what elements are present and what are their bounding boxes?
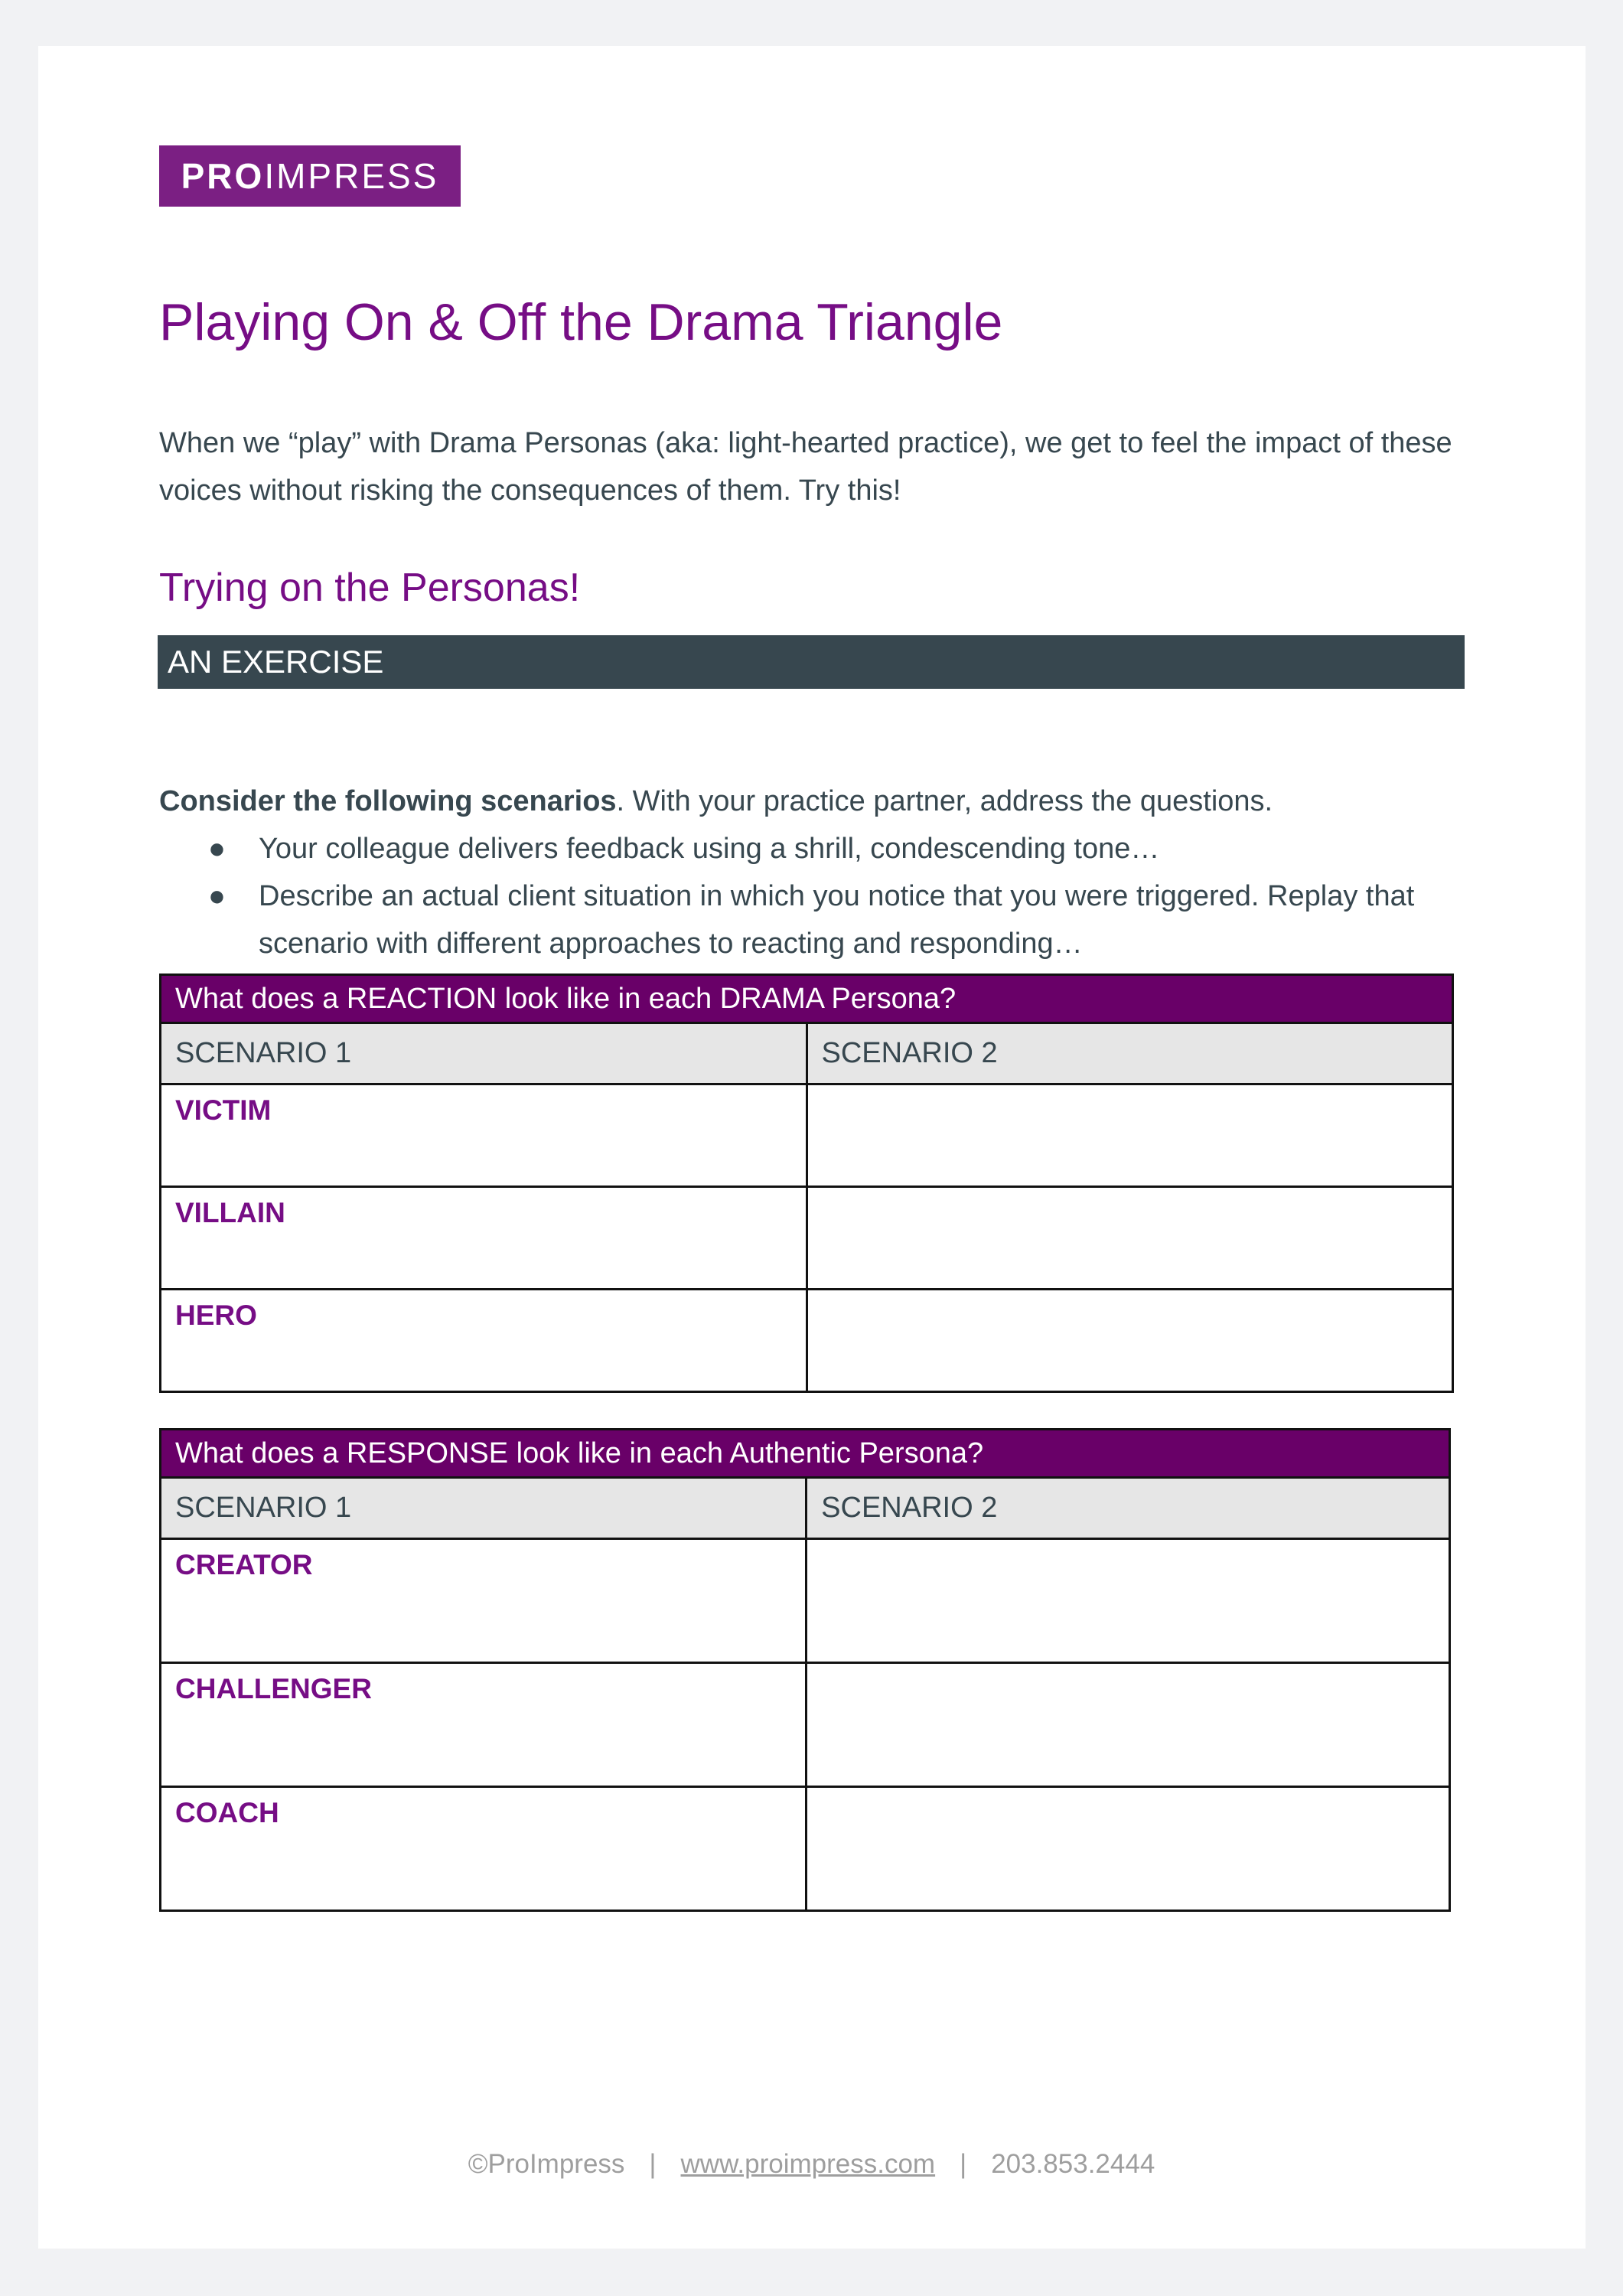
reaction-table-header: What does a REACTION look like in each DRAMA Persona? [161,975,1453,1023]
logo-bold-text: PRO [181,156,265,196]
page-footer [0,2149,1623,2180]
footer-copyright: ©ProImpress [468,2149,625,2179]
exercise-band: AN EXERCISE [158,635,1465,689]
role-victim-cell[interactable]: VICTIM [161,1084,807,1187]
list-item [159,825,1491,872]
document-page [38,46,1586,2249]
challenger-scenario-2-cell[interactable] [807,1663,1450,1787]
section-subtitle: Trying on the Personas! [159,566,581,610]
instructions-lead [159,778,1273,825]
creator-scenario-2-cell[interactable] [807,1539,1450,1663]
response-scenario-1-heading: SCENARIO 1 [161,1478,807,1539]
hero-scenario-2-cell[interactable] [807,1290,1453,1392]
proimpress-logo [159,145,461,207]
reaction-scenario-2-heading: SCENARIO 2 [807,1023,1453,1084]
victim-scenario-2-cell[interactable] [807,1084,1453,1187]
reaction-scenario-1-heading: SCENARIO 1 [161,1023,807,1084]
bullet-icon: ● [208,880,226,912]
reaction-table [159,974,1454,1393]
bullet-icon: ● [208,833,226,865]
table-row [161,1663,1450,1787]
role-coach-cell[interactable]: COACH [161,1787,807,1911]
page-title: Playing On & Off the Drama Triangle [159,293,1003,351]
table-row [161,1187,1453,1290]
footer-separator: | [649,2149,657,2179]
table-row [161,1084,1453,1187]
footer-website-link[interactable]: www.proimpress.com [680,2149,936,2179]
role-hero-cell[interactable]: HERO [161,1290,807,1392]
instructions-lead-rest: . With your practice partner, address the questions. [616,785,1273,817]
table-row [161,1787,1450,1911]
footer-separator: | [960,2149,967,2179]
instructions-lead-bold: Consider the following scenarios [159,785,617,817]
logo-light-text: IMPRESS [264,156,439,196]
table-row [161,1539,1450,1663]
scenario-list [159,825,1506,967]
role-villain-cell[interactable]: VILLAIN [161,1187,807,1290]
response-table [159,1428,1451,1912]
role-challenger-cell[interactable]: CHALLENGER [161,1663,807,1787]
list-item-text: Describe an actual client situation in which you notice that you were triggered. Replay that scenario with different approaches to reacting and responding… [259,880,1415,960]
role-creator-cell[interactable]: CREATOR [161,1539,807,1663]
coach-scenario-2-cell[interactable] [807,1787,1450,1911]
list-item [159,872,1491,967]
intro-paragraph: When we “play” with Drama Personas (aka: light-hearted practice), we get to feel the impact of these voices without risking the consequences of them. Try this! [159,427,1452,507]
table-row [161,1290,1453,1392]
response-scenario-2-heading: SCENARIO 2 [807,1478,1450,1539]
response-table-header: What does a RESPONSE look like in each Authentic Persona? [161,1430,1450,1478]
list-item-text: Your colleague delivers feedback using a shrill, condescending tone… [259,833,1160,865]
villain-scenario-2-cell[interactable] [807,1187,1453,1290]
footer-phone: 203.853.2444 [991,2149,1155,2179]
